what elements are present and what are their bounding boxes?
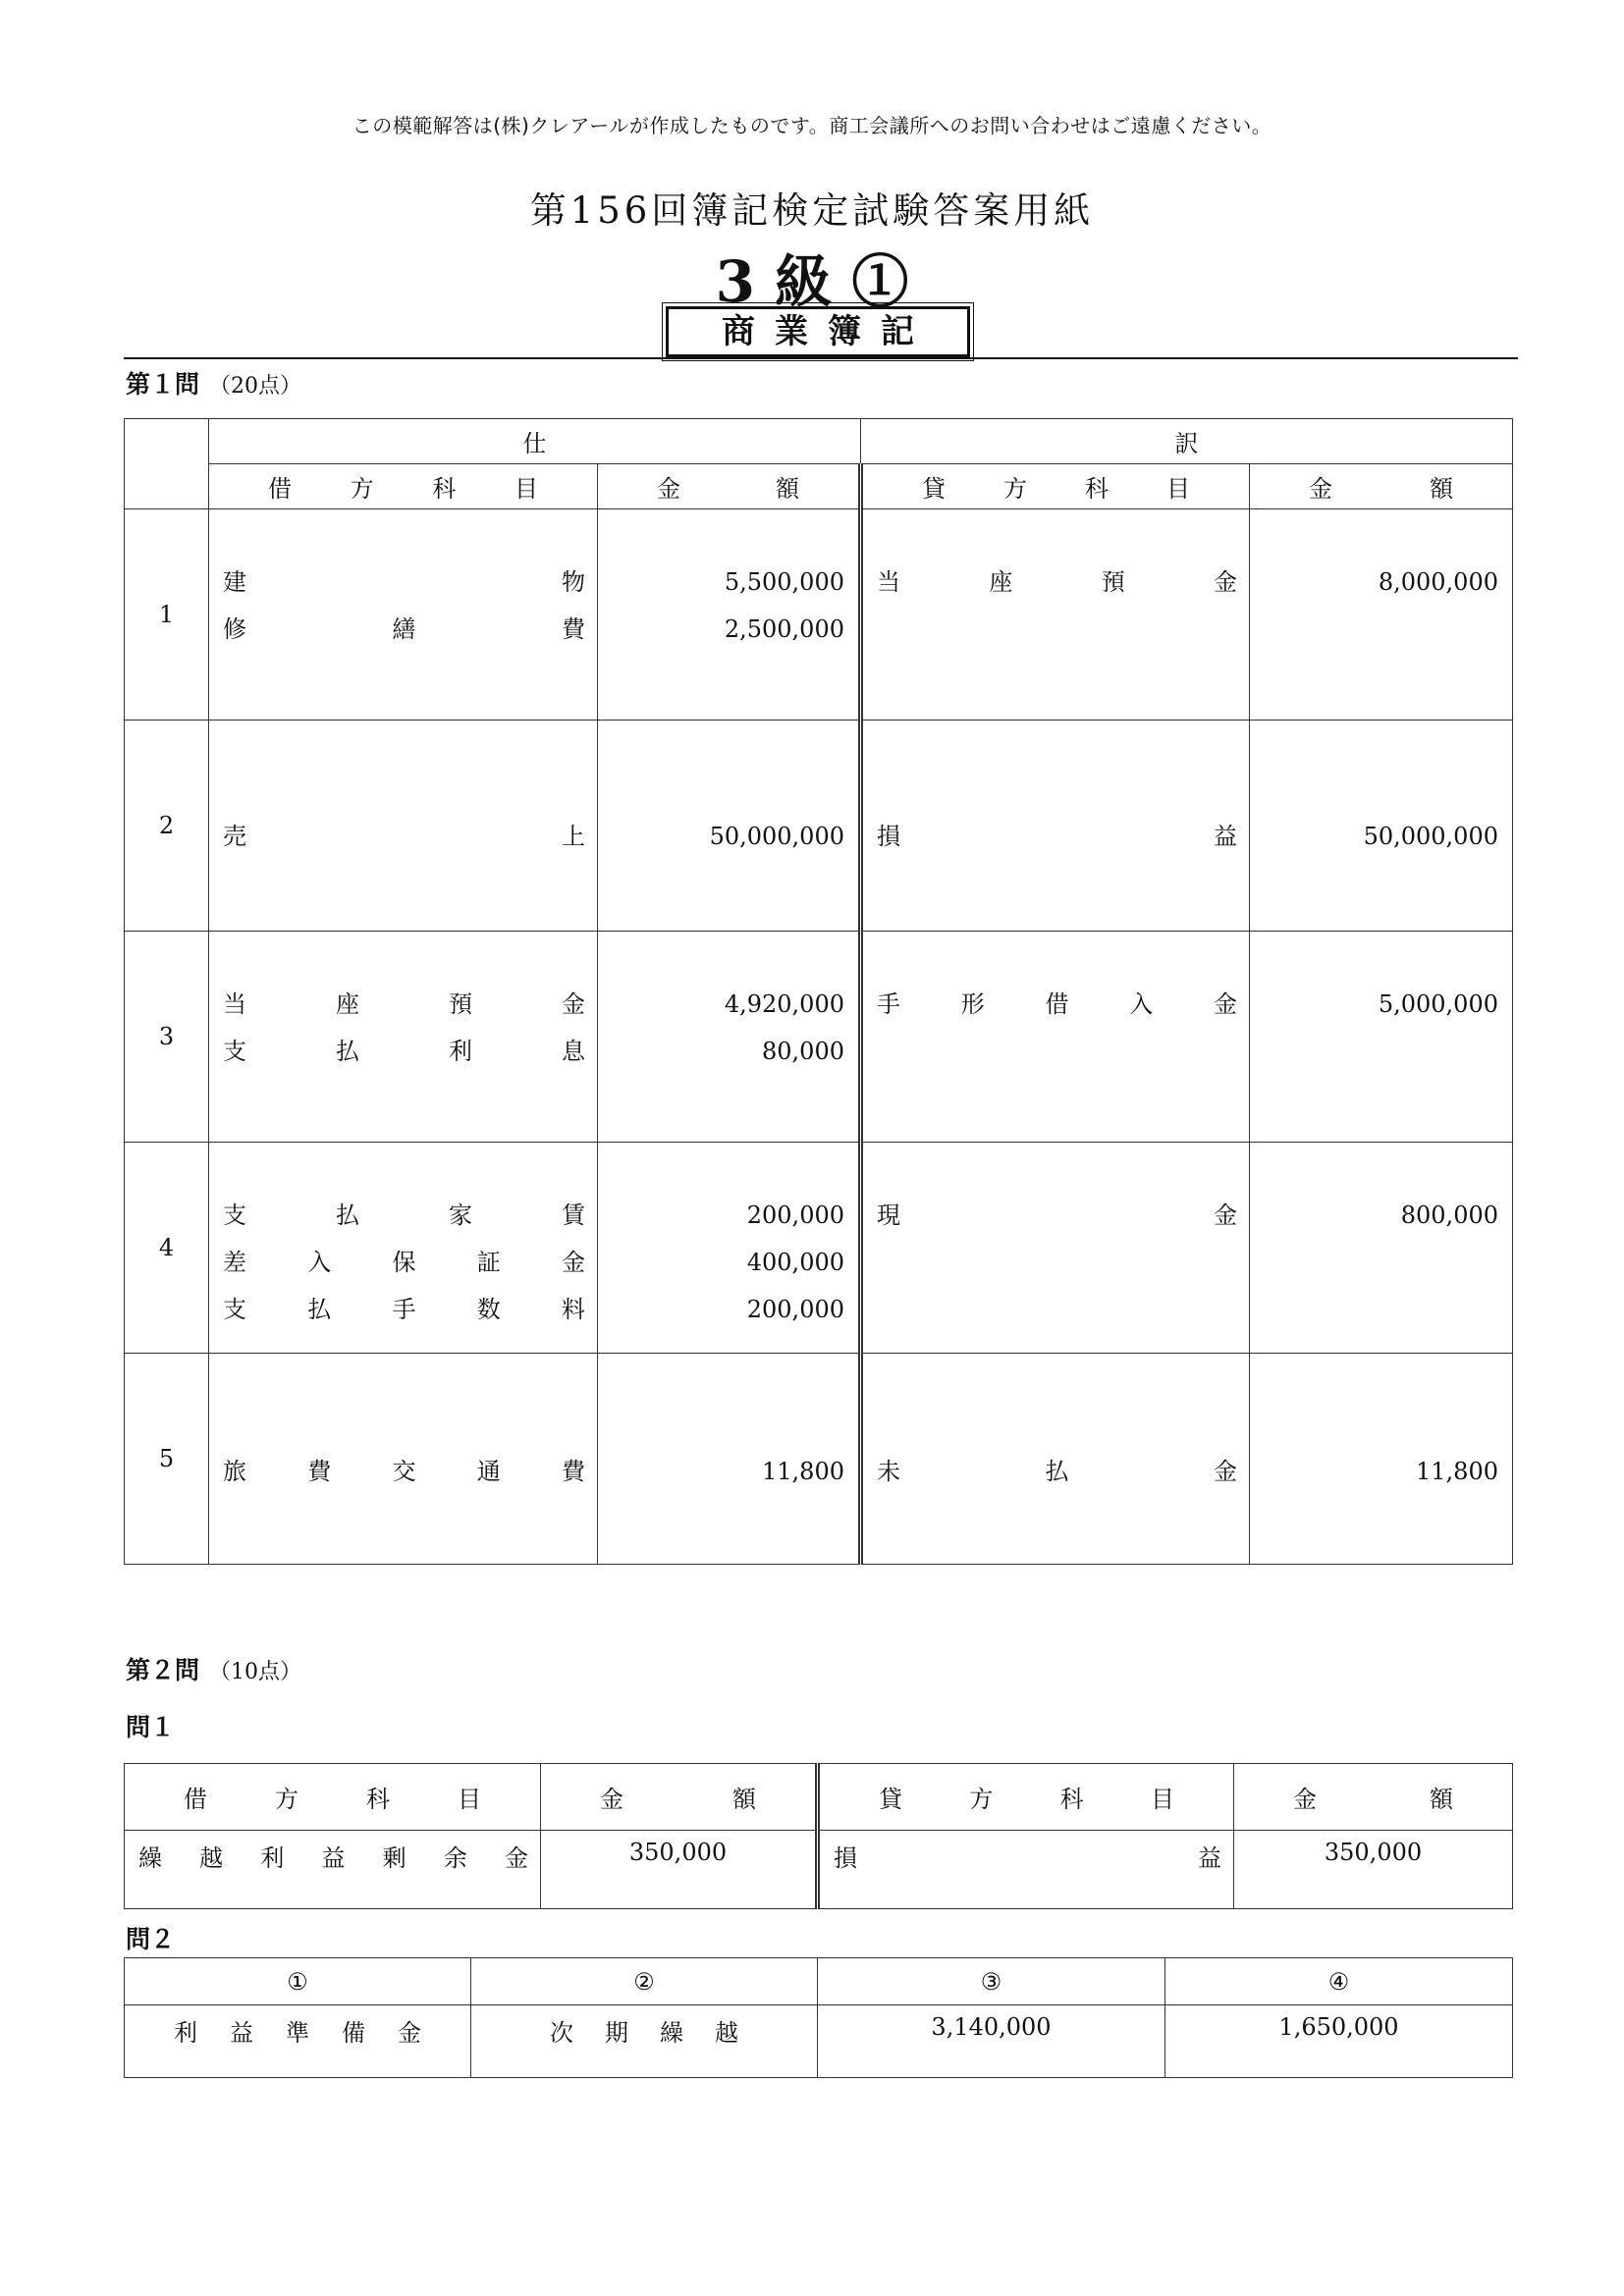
credit-amt: 50,000,000 <box>1363 823 1498 850</box>
debit-accounts-cell <box>209 1354 598 1565</box>
debit-amounts-cell <box>598 1143 861 1354</box>
debit-acct: 修繕費 <box>223 615 585 643</box>
question-1-points: （20点） <box>209 374 302 399</box>
credit-acct: 現金 <box>877 1201 1237 1229</box>
credit-accounts-cell <box>861 509 1250 721</box>
debit-amt: 200,000 <box>746 1296 844 1323</box>
debit-acct: 建物 <box>223 568 585 596</box>
debit-amt: 11,800 <box>762 1458 844 1485</box>
journal-table <box>124 418 1513 1565</box>
entry-number-cell <box>125 721 209 932</box>
q2-sub2-answer-2: 次期繰越 <box>471 2005 818 2078</box>
credit-acct: 未払金 <box>877 1458 1237 1485</box>
debit-amt: 400,000 <box>746 1249 844 1276</box>
journal-entry-row <box>125 932 1513 1143</box>
debit-amt: 80,000 <box>762 1038 844 1065</box>
debit-acct: 支払利息 <box>223 1038 585 1065</box>
col-credit-header: 貸方科目 <box>861 464 1250 509</box>
credit-amounts-cell <box>1250 932 1513 1143</box>
debit-accounts-cell <box>209 509 598 721</box>
credit-acct: 損益 <box>877 823 1237 850</box>
grade-heading: 3 級 ① <box>715 248 909 315</box>
q2-sub1-table <box>124 1763 1513 1909</box>
q2-sub1-answer-row <box>125 1831 1513 1909</box>
q2-sub2-answer-row <box>125 2005 1513 2078</box>
credit-amounts-cell <box>1250 1354 1513 1565</box>
q2-sub2-answer-3: 3,140,000 <box>818 2005 1165 2078</box>
debit-accounts-cell <box>209 721 598 932</box>
question-2-heading <box>126 1651 301 1686</box>
notice-text: この模範解答は(株)クレアールが作成したものです。商工会議所へのお問い合わせはご遠慮ください。 <box>352 114 1272 137</box>
debit-amounts-cell <box>598 1354 861 1565</box>
entry-number-cell <box>125 1143 209 1354</box>
credit-amt: 800,000 <box>1400 1201 1498 1229</box>
exam-title: 第156回簿記検定試験答案用紙 <box>529 189 1095 232</box>
header-left-cell: 仕 <box>209 419 861 464</box>
entry-number: 2 <box>158 812 175 839</box>
q2-sub1-header-row <box>125 1764 1513 1831</box>
debit-acct: 売上 <box>223 823 585 850</box>
debit-acct: 支払手数料 <box>223 1296 585 1323</box>
credit-accounts-cell <box>861 1354 1250 1565</box>
q2-debit-acct: 繰越利益剰余金 <box>125 1831 541 1909</box>
debit-acct: 旅費交通費 <box>223 1458 585 1485</box>
q2-col-debit-header: 借方科目 <box>125 1764 541 1831</box>
debit-amt: 200,000 <box>746 1201 844 1229</box>
entry-number: 4 <box>158 1234 175 1261</box>
q2-sub2-header-2: ② <box>471 1958 818 2005</box>
q2-sub2-answer-1: 利益準備金 <box>125 2005 471 2078</box>
credit-acct: 当座預金 <box>877 568 1237 596</box>
no-header-cell <box>125 419 209 509</box>
journal-entry-row <box>125 721 1513 932</box>
q2-col-amount-header: 金額 <box>541 1764 818 1831</box>
q2-col-credit-header: 貸方科目 <box>818 1764 1234 1831</box>
debit-amounts-cell <box>598 509 861 721</box>
q2-sub2-header-4: ④ <box>1165 1958 1513 2005</box>
header-rule <box>124 357 1518 359</box>
debit-amt: 50,000,000 <box>709 823 844 850</box>
col-amount2-header: 金額 <box>1250 464 1513 509</box>
q2-credit-amt: 350,000 <box>1234 1831 1513 1909</box>
q2-sub2-header-3: ③ <box>818 1958 1165 2005</box>
credit-accounts-cell <box>861 932 1250 1143</box>
journal-subheader-row <box>125 464 1513 509</box>
journal-entry-row <box>125 1143 1513 1354</box>
entry-number: 1 <box>158 601 175 628</box>
q2-sub2-header-row <box>125 1958 1513 2005</box>
q2-col-amount2-header: 金額 <box>1234 1764 1513 1831</box>
entry-number-cell <box>125 1354 209 1565</box>
col-debit-header: 借方科目 <box>209 464 598 509</box>
col-amount-header: 金額 <box>598 464 861 509</box>
debit-acct: 支払家賃 <box>223 1201 585 1229</box>
debit-accounts-cell <box>209 1143 598 1354</box>
credit-acct: 手形借入金 <box>877 990 1237 1018</box>
credit-accounts-cell <box>861 1143 1250 1354</box>
q2-sub2-header-1: ① <box>125 1958 471 2005</box>
question-1-label: 第１問 <box>126 370 200 399</box>
entry-number: 3 <box>158 1023 175 1050</box>
journal-entry-row <box>125 509 1513 721</box>
header-right-cell: 訳 <box>861 419 1513 464</box>
subject-box: 商業簿記 <box>666 306 970 357</box>
q2-credit-acct: 損益 <box>818 1831 1234 1909</box>
question-2-sub1-label: 問１ <box>126 1713 176 1741</box>
entry-number-cell <box>125 509 209 721</box>
debit-amt: 5,500,000 <box>724 568 844 596</box>
journal-header-row <box>125 419 1513 464</box>
journal-entry-row <box>125 1354 1513 1565</box>
credit-amt: 8,000,000 <box>1378 568 1498 596</box>
debit-accounts-cell <box>209 932 598 1143</box>
q2-sub2-answer-4: 1,650,000 <box>1165 2005 1513 2078</box>
credit-amounts-cell <box>1250 1143 1513 1354</box>
q2-sub2-table <box>124 1957 1513 2078</box>
credit-amounts-cell <box>1250 721 1513 932</box>
question-2-label: 第２問 <box>126 1656 200 1684</box>
credit-amt: 5,000,000 <box>1378 990 1498 1018</box>
debit-amounts-cell <box>598 721 861 932</box>
debit-amt: 2,500,000 <box>724 615 844 643</box>
question-2-sub2-label: 問２ <box>126 1925 176 1953</box>
debit-acct: 差入保証金 <box>223 1249 585 1276</box>
q2-debit-amt: 350,000 <box>541 1831 818 1909</box>
entry-number-cell <box>125 932 209 1143</box>
debit-acct: 当座預金 <box>223 990 585 1018</box>
credit-amt: 11,800 <box>1416 1458 1498 1485</box>
question-1-heading <box>126 365 301 400</box>
entry-number: 5 <box>158 1445 175 1472</box>
credit-accounts-cell <box>861 721 1250 932</box>
debit-amt: 4,920,000 <box>724 990 844 1018</box>
credit-amounts-cell <box>1250 509 1513 721</box>
debit-amounts-cell <box>598 932 861 1143</box>
question-2-points: （10点） <box>209 1660 302 1684</box>
